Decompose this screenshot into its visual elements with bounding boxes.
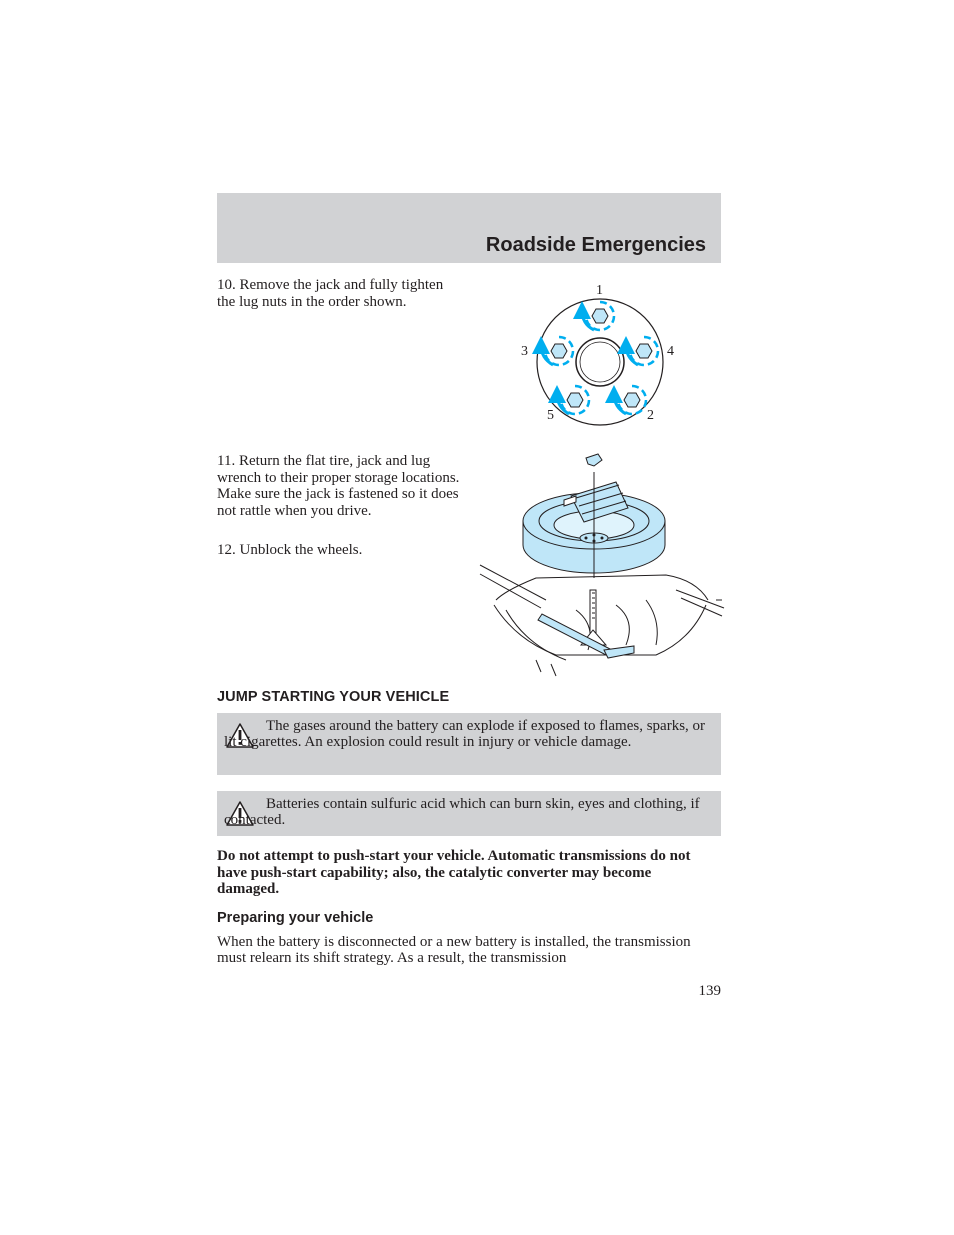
section-heading: JUMP STARTING YOUR VEHICLE <box>217 689 450 705</box>
subsection-heading: Preparing your vehicle <box>217 910 374 926</box>
push-start-notice: Do not attempt to push-start your vehicle. Automatic transmissions do not have push-start capability; also, the catalytic converter may become damaged. <box>217 848 691 898</box>
warning-text: The gases around the battery can explode if exposed to flames, sparks, or lit cigarettes. An explosion could result in injury or vehicle damage. <box>224 718 706 751</box>
lug-label-1: 1 <box>596 283 603 298</box>
step-12-text: 12. Unblock the wheels. <box>217 542 363 558</box>
header-band <box>217 193 721 263</box>
warning-box-battery-gases <box>217 713 721 775</box>
lug-nut-tightening-diagram <box>510 280 690 430</box>
lug-label-2: 2 <box>647 408 654 423</box>
spare-tire-storage-illustration <box>476 450 726 678</box>
warning-box-sulfuric-acid <box>217 791 721 836</box>
warning-text: Batteries contain sulfuric acid which can burn skin, eyes and clothing, if contacted. <box>224 796 700 829</box>
step-10-text: 10. Remove the jack and fully tighten the lug nuts in the order shown. <box>217 277 444 310</box>
body-paragraph: When the battery is disconnected or a new battery is installed, the transmission must relearn its shift strategy. As a result, the transmission <box>217 934 691 967</box>
page-title: Roadside Emergencies <box>485 234 706 256</box>
lug-label-4: 4 <box>667 344 674 359</box>
step-11-text: 11. Return the flat tire, jack and lug wrench to their proper storage locations. Make sure the jack is fastened so it does not rattle when you drive. <box>217 453 460 519</box>
lug-label-5: 5 <box>547 408 554 423</box>
page-number: 139 <box>698 983 721 999</box>
lug-label-3: 3 <box>521 344 528 359</box>
